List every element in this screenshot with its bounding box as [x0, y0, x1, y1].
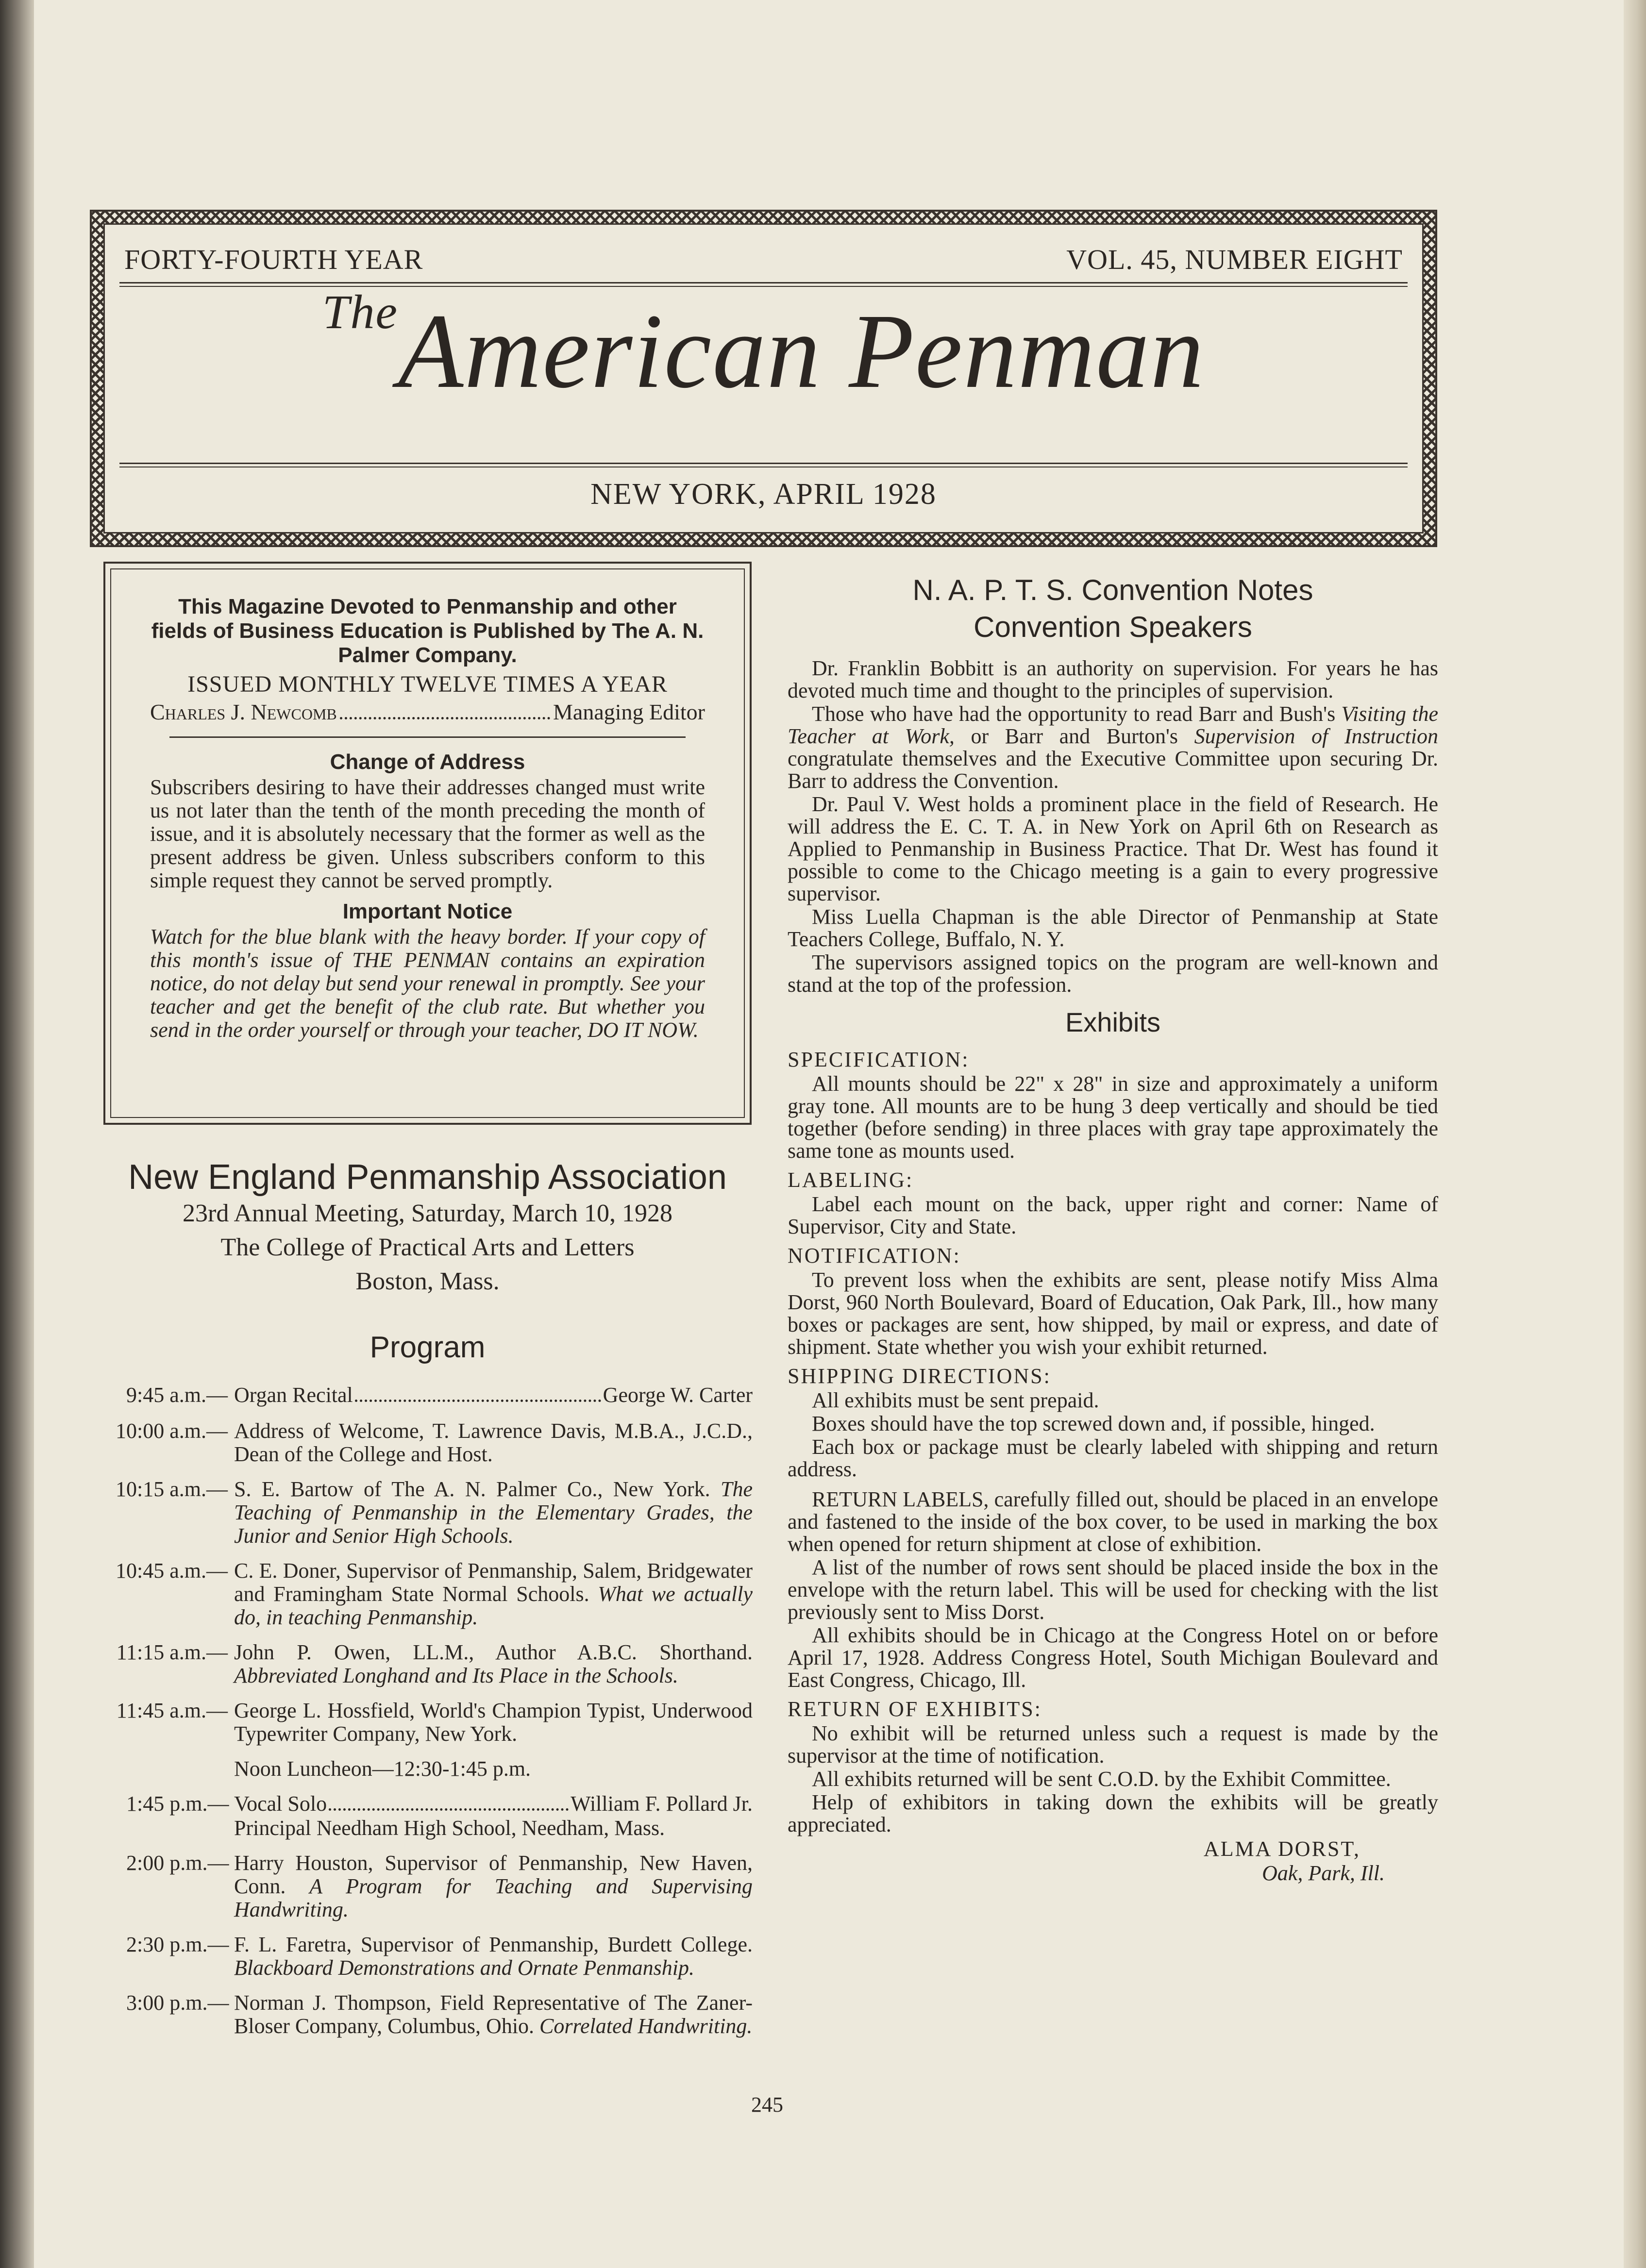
program-item — [107, 1478, 753, 1548]
program-time: 1:45 p.m.— — [126, 1792, 229, 1816]
program-item — [107, 1933, 753, 1980]
masthead — [90, 210, 1437, 547]
page-edge-right — [1624, 0, 1646, 2268]
publication-title — [105, 285, 1422, 410]
program-text: Harry Houston, Supervisor of Penmanship, New Haven, Conn. A Program for Teaching and Supervising Handwriting. — [234, 1851, 753, 1921]
program-item — [107, 1384, 753, 1408]
dot-leader — [340, 717, 550, 719]
program-item — [107, 1991, 753, 2038]
shipping-paragraph: All exhibits must be sent prepaid. — [812, 1388, 1099, 1412]
program-item — [107, 1641, 753, 1687]
program-time: 10:00 a.m.— — [116, 1419, 228, 1443]
program-text: S. E. Bartow of The A. N. Palmer Co., New York. The Teaching of Penmanship in the Elementary Grades, the Junior and Senior High Schools. — [234, 1477, 753, 1548]
talk-title: Abbreviated Longhand and Its Place in the Schools. — [234, 1664, 678, 1687]
program-item — [107, 1699, 753, 1746]
program-item — [107, 1851, 753, 1921]
shipping-heading: SHIPPING DIRECTIONS: — [788, 1364, 1051, 1388]
talk-title: What we actually do, in teaching Penmanship. — [234, 1582, 753, 1629]
program-time: 11:45 a.m.— — [116, 1699, 228, 1722]
program-text: Norman J. Thompson, Field Representative of The Zaner-Bloser Company, Columbus, Ohio. Correlated Handwriting. — [234, 1991, 753, 2038]
book-spine-edge — [0, 0, 34, 2268]
program-item — [107, 1559, 753, 1629]
program-time: 9:45 a.m.— — [126, 1383, 228, 1407]
program-extra: Principal Needham High School, Needham, Mass. — [234, 1816, 665, 1840]
chicago-deadline-paragraph: All exhibits should be in Chicago at the Congress Hotel on or before April 17, 1928. Address Congress Hotel, South Michigan Boulevard and East Congress, Chicago, Ill. — [788, 1623, 1438, 1692]
signature-name: ALMA DORST, — [1203, 1837, 1360, 1861]
program-time: 10:45 a.m.— — [116, 1559, 228, 1583]
city-line: Boston, Mass. — [355, 1267, 500, 1295]
return-paragraph: All exhibits returned will be sent C.O.D. by the Exhibit Committee. — [812, 1767, 1391, 1791]
program-text: Address of Welcome, T. Lawrence Davis, M.B.A., J.C.D., Dean of the College and Host. — [234, 1419, 753, 1466]
masthead-inner-frame — [103, 223, 1424, 534]
speaker-paragraph: The supervisors assigned topics on the program are well-known and stand at the top of the profession. — [788, 951, 1438, 997]
speaker-paragraph: Dr. Paul V. West holds a prominent place in the field of Research. He will address the E. C. T. A. in New York on April 6th on Research as Applied to Penmanship in Business Practice. That Dr. West has found it possible to come to the Chicago meeting is a gain to every progressive supervisor. — [788, 792, 1438, 905]
labeling-heading: LABELING: — [788, 1168, 914, 1192]
program-list — [107, 1384, 753, 2050]
publisher-notice-inner — [110, 568, 745, 1118]
title-the: The — [322, 285, 398, 339]
important-notice-title: Important Notice — [342, 900, 513, 923]
notification-heading: NOTIFICATION: — [788, 1244, 961, 1267]
notification-body: To prevent loss when the exhibits are sent, please notify Miss Alma Dorst, 960 North Boulevard, Board of Education, Oak Park, Ill., how many boxes or packages are sent, how shipped, by mail or express, and date of shipment. State whether you wish your exhibit returned. — [788, 1268, 1438, 1359]
publisher-notice-box — [103, 562, 752, 1125]
program-item — [107, 1419, 753, 1466]
talk-title: The Teaching of Penmanship in the Elementary Grades, the Junior and Senior High Schools. — [234, 1477, 753, 1548]
return-paragraph: Help of exhibitors in taking down the exhibits will be greatly appreciated. — [788, 1790, 1438, 1836]
dot-leader — [355, 1400, 601, 1402]
year-label: FORTY-FOURTH YEAR — [124, 244, 423, 275]
notice-divider — [169, 736, 686, 738]
noon-luncheon: Noon Luncheon—12:30-1:45 p.m. — [234, 1757, 531, 1781]
meeting-line: 23rd Annual Meeting, Saturday, March 10, 1928 — [183, 1200, 672, 1227]
return-list-paragraph: A list of the number of rows sent should be placed inside the box in the envelope with the return label. This will be used for checking with the list previously sent to Miss Dorst. — [788, 1555, 1438, 1624]
title-main: American Penman — [398, 292, 1205, 410]
program-time: 3:00 p.m.— — [126, 1991, 229, 2015]
napts-subtitle: Convention Speakers — [974, 611, 1252, 643]
dot-leader — [329, 1808, 569, 1811]
issued-line: ISSUED MONTHLY TWELVE TIMES A YEAR — [187, 671, 668, 697]
shipping-paragraph: Boxes should have the top screwed down and, if possible, hinged. — [812, 1412, 1375, 1435]
program-text: C. E. Doner, Supervisor of Penmanship, Salem, Bridgewater and Framingham State Normal Schools. What we actually do, in teaching Penmanship. — [234, 1559, 753, 1629]
specification-heading: SPECIFICATION: — [788, 1048, 970, 1071]
program-time: 11:15 a.m.— — [116, 1640, 228, 1664]
program-text: John P. Owen, LL.M., Author A.B.C. Shorthand. Abbreviated Longhand and Its Place in the Schools. — [234, 1640, 753, 1687]
napts-title: N. A. P. T. S. Convention Notes — [912, 574, 1313, 606]
program-text: George L. Hossfield, World's Champion Typist, Underwood Typewriter Company, New York. — [234, 1699, 753, 1746]
editor-name: Charles J. Newcomb — [150, 700, 337, 724]
talk-title: Blackboard Demonstrations and Ornate Penmanship. — [234, 1956, 694, 1980]
association-title: New England Penmanship Association — [128, 1158, 727, 1197]
notice-heading: This Magazine Devoted to Penmanship and other fields of Business Education is Published by The A. N. Palmer Company. — [151, 595, 704, 667]
speaker-paragraph: Miss Luella Chapman is the able Director of Penmanship at State Teachers College, Buffalo, N. Y. — [788, 905, 1438, 951]
volume-label: VOL. 45, NUMBER EIGHT — [1066, 244, 1403, 275]
exhibits-title: Exhibits — [1065, 1007, 1161, 1037]
return-of-exhibits-heading: RETURN OF EXHIBITS: — [788, 1697, 1042, 1721]
program-text: Organ Recital George W. Carter — [234, 1383, 753, 1407]
speaker-paragraph: Dr. Franklin Bobbitt is an authority on supervision. For years he has devoted much time and thought to the principles of supervision. — [788, 656, 1438, 702]
important-notice-body: Watch for the blue blank with the heavy border. If your copy of this month's issue of THE PENMAN contains an expiration notice, do not delay but send your renewal in promptly. See your teacher and get the benefit of the club rate. But whether you send in the order yourself or through your teacher, DO IT NOW. — [150, 925, 705, 1042]
signature-place: Oak, Park, Ill. — [1262, 1861, 1385, 1885]
program-time: 10:15 a.m.— — [116, 1477, 228, 1501]
page-number: 245 — [751, 2093, 783, 2117]
return-labels-paragraph: RETURN LABELS, carefully filled out, should be placed in an envelope and fastened to the inside of the box cover, to be used in marking the box when opened for return shipment at close of exhibition. — [788, 1487, 1438, 1556]
venue-line: The College of Practical Arts and Letters — [220, 1234, 635, 1261]
speaker-paragraph: Those who have had the opportunity to read Barr and Bush's Visiting the Teacher at Work, or Barr and Burton's Supervision of Instruction congratulate themselves and the Executive Committee upon securing Dr. Barr to address the Convention. — [788, 702, 1438, 793]
labeling-body: Label each mount on the back, upper right and corner: Name of Supervisor, City and State. — [788, 1192, 1438, 1238]
dateline: NEW YORK, APRIL 1928 — [590, 478, 937, 511]
return-paragraph: No exhibit will be returned unless such a request is made by the supervisor at the time of notification. — [788, 1721, 1438, 1768]
program-time: 2:30 p.m.— — [126, 1933, 229, 1956]
editor-line — [150, 699, 705, 726]
program-title: Program — [370, 1331, 486, 1364]
program-text: Vocal Solo William F. Pollard Jr. Principal Needham High School, Needham, Mass. — [234, 1792, 753, 1840]
right-column — [788, 572, 1438, 1885]
editor-role: Managing Editor — [553, 700, 705, 724]
change-of-address-title: Change of Address — [330, 750, 525, 774]
talk-title: A Program for Teaching and Supervising Handwriting. — [234, 1874, 753, 1921]
masthead-rule-bottom — [119, 463, 1408, 467]
program-text: F. L. Faretra, Supervisor of Penmanship, Burdett College. Blackboard Demonstrations and Ornate Penmanship. — [234, 1933, 753, 1980]
specification-body: All mounts should be 22" x 28" in size and approximately a uniform gray tone. All mounts are to be hung 3 deep vertically and should be tied together (before sending) in three places with gray tape approximately the same tone as mounts used. — [788, 1072, 1438, 1163]
change-of-address-body: Subscribers desiring to have their addresses changed must write us not later than the tenth of the month preceding the month of issue, and it is absolutely necessary that the former as well as the present address be given. Unless subscribers conform to this simple request they cannot be served promptly. — [150, 775, 705, 892]
shipping-paragraph: Each box or package must be clearly labeled with shipping and return address. — [788, 1435, 1438, 1481]
masthead-rule-top — [119, 282, 1408, 287]
program-time: 2:00 p.m.— — [126, 1851, 229, 1875]
program-item — [107, 1792, 753, 1840]
talk-title: Correlated Handwriting. — [539, 2014, 753, 2038]
